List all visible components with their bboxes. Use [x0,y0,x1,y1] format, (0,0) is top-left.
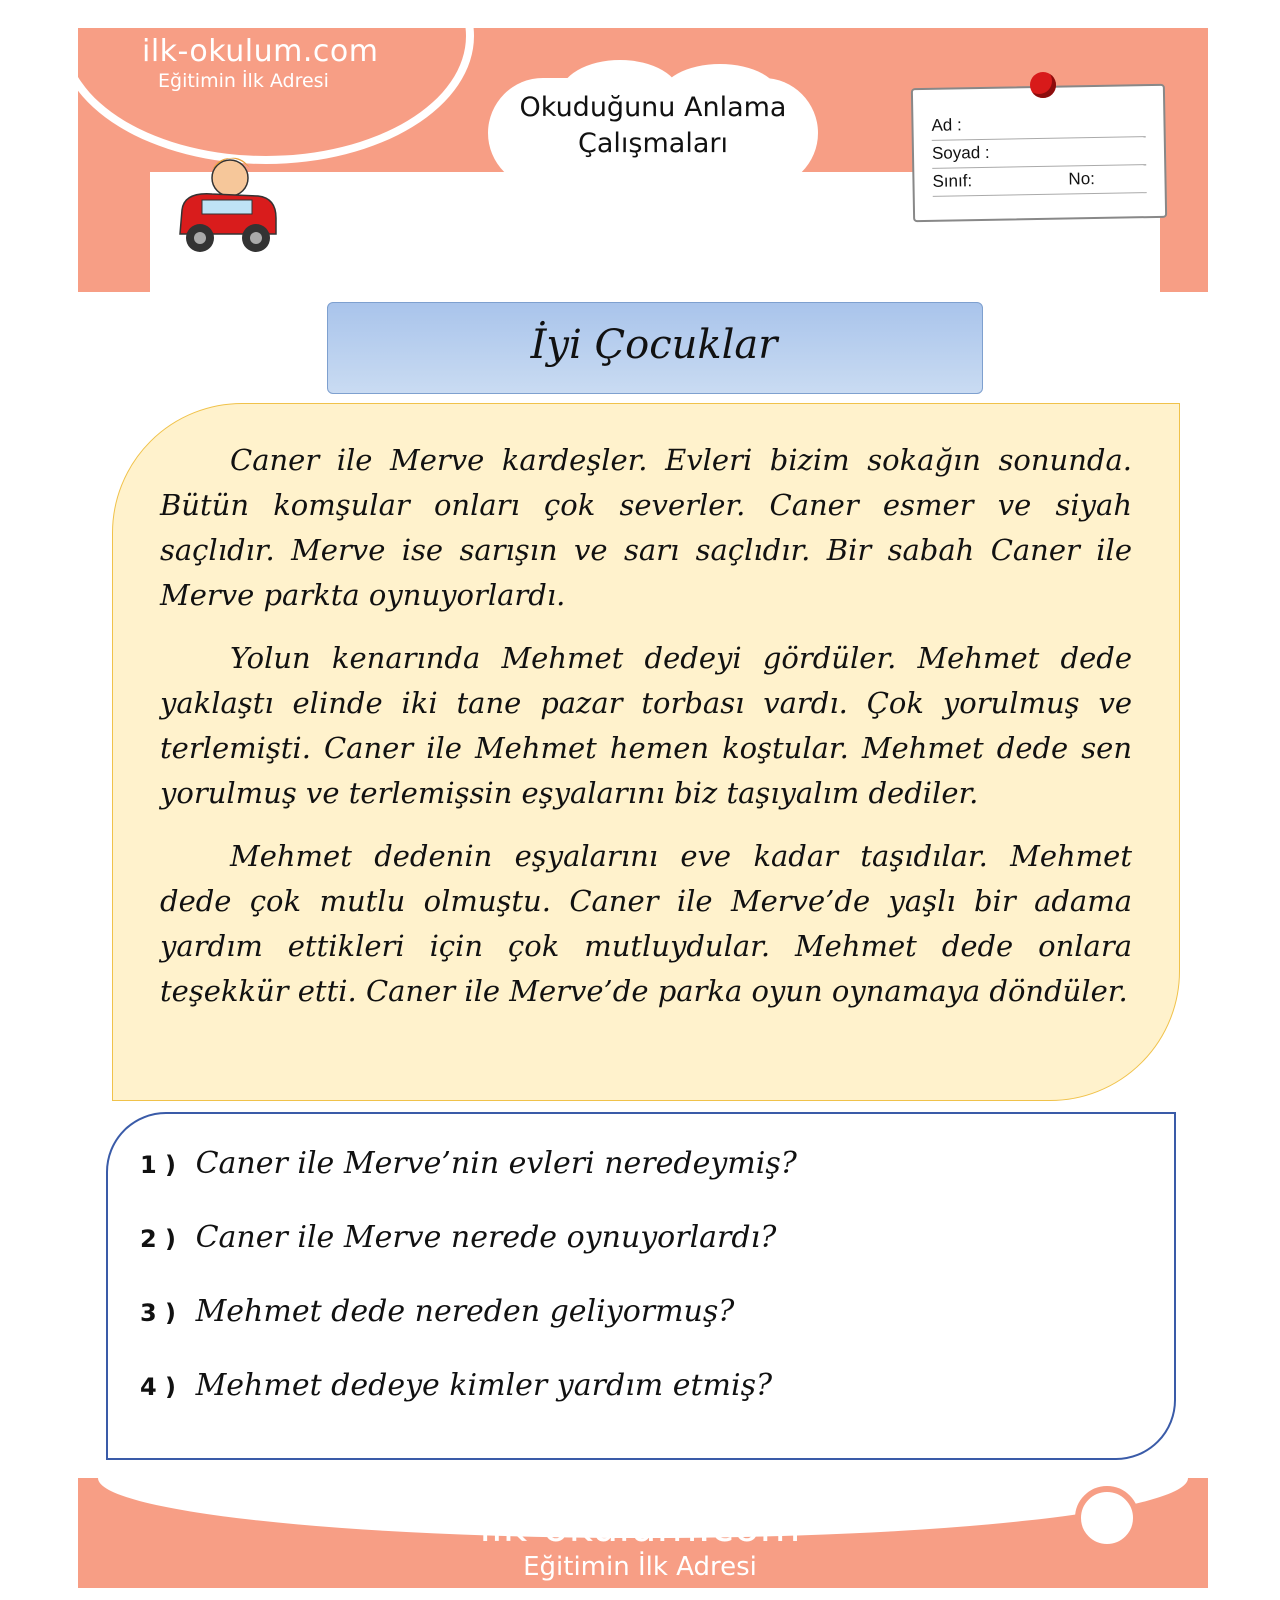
class-label: Sınıf: [932,171,973,191]
logo-subtitle: Eğitimin İlk Adresi [158,70,329,92]
surname-label: Soyad : [931,142,990,163]
pushpin-icon [1030,72,1056,98]
story-text [160,438,1132,1032]
story-paragraph-1: Caner ile Merve kardeşler. Evleri bizim sokağın sonunda. Bütün komşular onları çok severler. Caner esmer ve siyah saçlıdır. Merve ise sarışın ve sarı saçlıdır. Bir sabah Caner ile Merve parkta oynuyorlardı. [160,443,1132,612]
question-1 [140,1146,797,1181]
worksheet-title-line1: Okuduğunu Anlama [519,92,787,123]
class-number-field[interactable] [932,168,1146,197]
car-mascot-icon [172,148,282,264]
question-number: 3 ) [140,1299,177,1327]
thought-puff [284,216,306,232]
worksheet-title-line2: Çalışmaları [578,128,728,159]
question-text: Caner ile Merve’nin evleri neredeymiş? [195,1146,797,1181]
footer-tagline: Eğitimin İlk Adresi [523,1552,757,1582]
question-text: Caner ile Merve nerede oynuyorlardı? [195,1220,777,1255]
footer-site: ilk-okulum.com [479,1502,801,1551]
story-paragraph-3: Mehmet dedenin eşyalarını eve kadar taşıdılar. Mehmet dede çok mutlu olmuştu. Caner ile Merve’de yaşlı bir adama yardım ettikleri için çok mutluydular. Mehmet dede onlara teşekkür etti. Caner ile Merve’de parka oyun oynamaya döndüler. [160,839,1132,1008]
worksheet-title [488,90,818,162]
question-number: 4 ) [140,1373,177,1401]
surname-field[interactable] [932,140,1146,169]
question-number: 1 ) [140,1151,177,1179]
question-2 [140,1220,776,1255]
thought-puff [396,178,448,212]
name-field[interactable] [931,112,1145,141]
question-number: 2 ) [140,1225,177,1253]
thought-puff [312,206,340,226]
student-card [911,84,1167,222]
question-text: Mehmet dedeye kimler yardım etmiş? [195,1368,773,1403]
name-label: Ad : [931,115,962,135]
question-4 [140,1368,772,1403]
number-label: No: [1068,169,1096,189]
story-paragraph-2: Yolun kenarında Mehmet dedeyi gördüler. Mehmet dede yaklaştı elinde iki tane pazar torbası vardı. Çok yorulmuş ve terlemişti. Caner ile Mehmet hemen koştular. Mehmet dede sen yorulmuş ve terlemişsin eşyalarını biz taşıyalım dediler. [160,641,1132,810]
question-3 [140,1294,734,1329]
story-title: İyi Çocuklar [530,322,778,368]
logo-title: ilk-okulum.com [142,34,379,69]
question-text: Mehmet dede nereden geliyormuş? [195,1294,735,1329]
thought-puff [346,194,384,220]
